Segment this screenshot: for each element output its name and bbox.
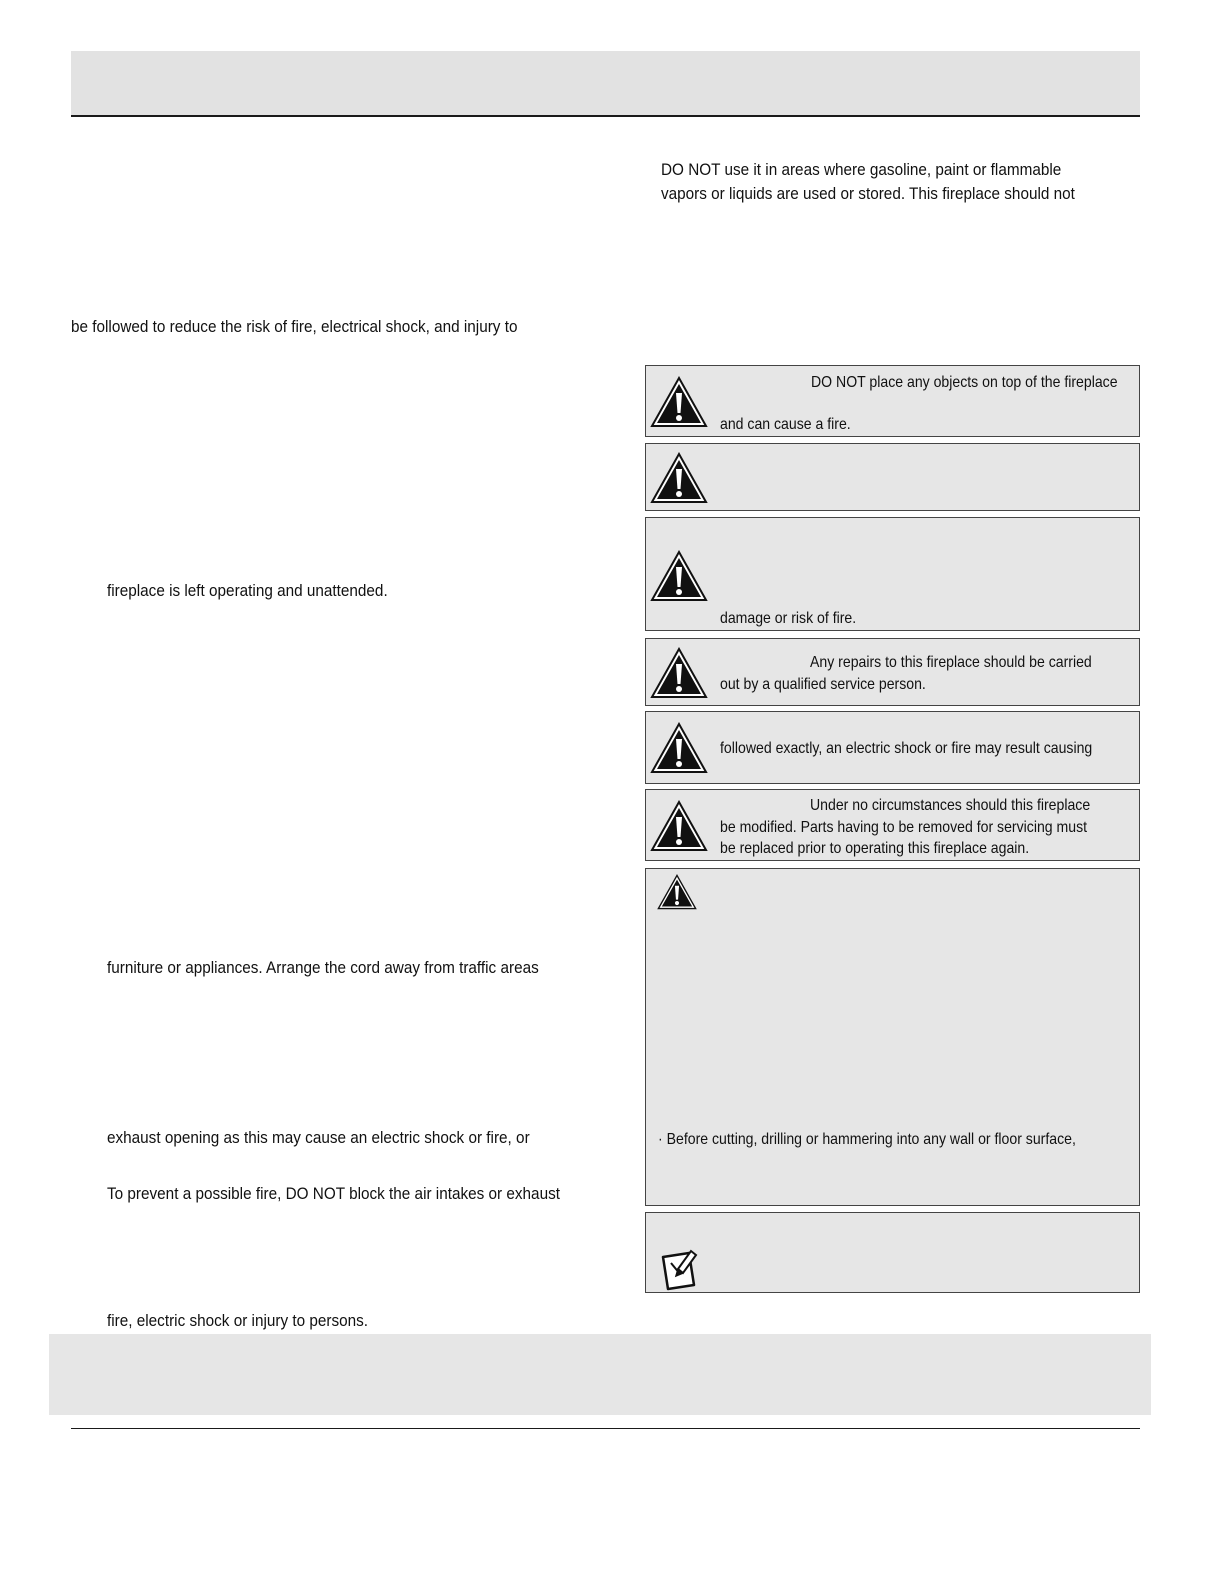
warning-text: · Before cutting, drilling or hammering into any wall or floor surface,	[658, 1131, 1076, 1148]
left-text-prevent-fire: To prevent a possible fire, DO NOT block the air intakes or exhaust	[107, 1184, 560, 1203]
warning-triangle-icon	[657, 874, 697, 910]
header-rule	[71, 115, 1140, 117]
right-text-vapors: vapors or liquids are used or stored. This fireplace should not	[661, 184, 1075, 203]
left-text-exhaust: exhaust opening as this may cause an electric shock or fire, or	[107, 1128, 530, 1147]
warning-triangle-icon	[650, 647, 708, 699]
right-text-gasoline: DO NOT use it in areas where gasoline, paint or flammable	[661, 160, 1062, 179]
warning-triangle-icon	[650, 722, 708, 774]
left-text-unattended: fireplace is left operating and unattended.	[107, 581, 388, 600]
warning-text: out by a qualified service person.	[720, 676, 926, 693]
left-text-furniture: furniture or appliances. Arrange the cord away from traffic areas	[107, 958, 539, 977]
warning-triangle-icon	[650, 376, 708, 428]
warning-text: Under no circumstances should this fireplace	[810, 797, 1091, 814]
warning-text: followed exactly, an electric shock or fire may result causing	[720, 740, 1093, 757]
warning-box-drilling	[645, 868, 1140, 1206]
note-pencil-icon	[660, 1247, 700, 1291]
warning-text: be modified. Parts having to be removed for servicing must	[720, 819, 1088, 836]
warning-triangle-icon	[650, 452, 708, 504]
footer-rule	[71, 1428, 1140, 1429]
warning-text: Any repairs to this fireplace should be carried	[810, 654, 1092, 671]
warning-box-2	[645, 443, 1140, 511]
warning-text: and can cause a fire.	[720, 416, 851, 433]
warning-box-damage	[645, 517, 1140, 631]
warning-text: DO NOT place any objects on top of the fireplace	[811, 374, 1118, 391]
warning-box-modified	[645, 789, 1140, 861]
note-box	[645, 1212, 1140, 1293]
warning-box-objects	[645, 365, 1140, 437]
left-text-persons: fire, electric shock or injury to persons.	[107, 1311, 369, 1330]
warning-box-repairs	[645, 638, 1140, 706]
warning-triangle-icon	[650, 550, 708, 602]
warning-triangle-icon	[650, 800, 708, 852]
warning-text: damage or risk of fire.	[720, 610, 857, 627]
footer-band	[49, 1334, 1151, 1415]
left-text-reduce-risk: be followed to reduce the risk of fire, electrical shock, and injury to	[71, 317, 518, 336]
header-band	[71, 51, 1140, 115]
warning-box-shock	[645, 711, 1140, 784]
warning-text: be replaced prior to operating this fireplace again.	[720, 840, 1030, 857]
